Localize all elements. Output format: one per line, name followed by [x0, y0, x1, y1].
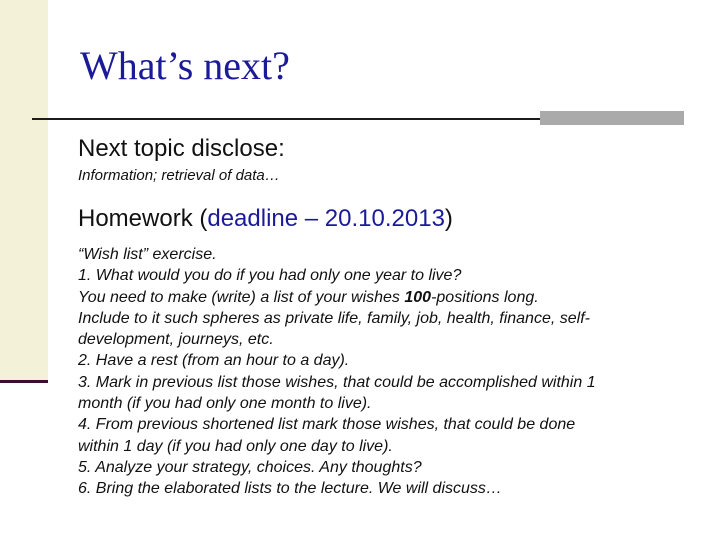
next-topic-heading: Next topic disclose:	[78, 135, 285, 162]
homework-line-text: -positions long.	[431, 288, 539, 306]
homework-deadline: deadline – 20.10.2013	[207, 205, 445, 232]
homework-instructions	[78, 244, 688, 500]
homework-line: “Wish list” exercise.	[78, 246, 217, 263]
title-divider-accent	[540, 111, 684, 125]
homework-heading-prefix: Homework (	[78, 205, 208, 232]
sidebar-decoration-top	[0, 0, 48, 118]
homework-heading	[78, 204, 688, 234]
positions-count: 100	[404, 288, 432, 306]
next-topic-detail: Information; retrieval of data…	[78, 167, 280, 184]
homework-line: 6. Bring the elaborated lists to the lecture. We will discuss…	[78, 480, 502, 498]
homework-line: 5. Analyze your strategy, choices. Any thoughts?	[78, 458, 422, 476]
homework-line: month (if you had only one month to live).	[78, 395, 372, 413]
homework-line: 1. What would you do if you had only one year to live?	[78, 267, 462, 285]
homework-line: 3. Mark in previous list those wishes, that could be accomplished within 1	[78, 373, 596, 391]
homework-line-text: You need to make (write) a list of your wishes	[78, 288, 405, 306]
sidebar-accent-line	[0, 380, 48, 383]
homework-line	[78, 287, 688, 308]
homework-line: 4. From previous shortened list mark those wishes, that could be done	[78, 416, 576, 434]
slide-content	[78, 134, 688, 500]
homework-heading-suffix: )	[444, 205, 453, 232]
homework-line: Include to it such spheres as private life, family, job, health, finance, self-	[78, 309, 590, 327]
homework-line: within 1 day (if you had only one day to live).	[78, 437, 393, 455]
title-divider	[32, 118, 540, 120]
slide-title: What’s next?	[80, 43, 290, 88]
homework-line: 2. Have a rest (from an hour to a day).	[78, 352, 350, 370]
homework-line: development, journeys, etc.	[78, 331, 274, 349]
sidebar-decoration-bottom	[0, 118, 48, 382]
